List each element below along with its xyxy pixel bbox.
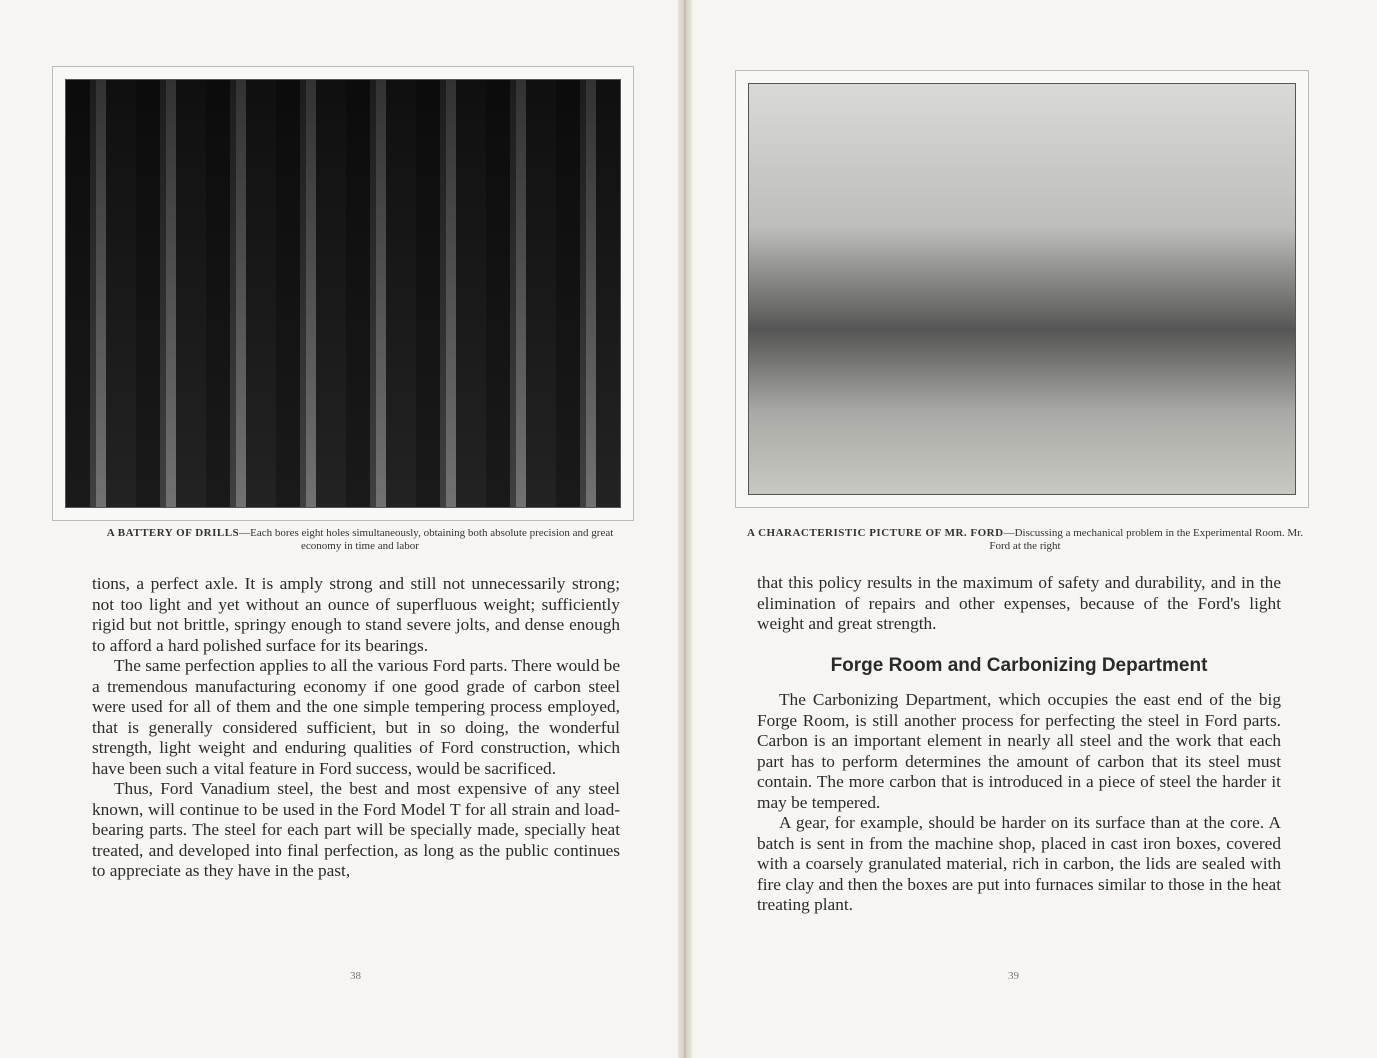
paragraph: Thus, Ford Vanadium steel, the best and most expensive of any steel known, will continue to be used in the Ford Model T for all strain and load-bearing parts. The steel for each part will be specially made, specially heat treated, and developed into final perfection, as long as the public continues to appreciate as they have in the past, xyxy=(92,779,620,880)
caption-text: —Discussing a mechanical problem in the Experimental Room. Mr. Ford at the right xyxy=(989,527,1303,552)
photo-battery-of-drills xyxy=(65,79,621,508)
book-spine xyxy=(678,0,692,1058)
caption-title: A BATTERY OF DRILLS xyxy=(106,527,240,539)
paragraph: tions, a perfect axle. It is amply strong and still not unnecessarily strong; not too light and yet without an ounce of superfluous weight; sufficiently rigid but not brittle, springy enough to stand severe jolts, and dense enough to afford a hard polished surface for its bearings. xyxy=(92,574,620,655)
page-number: 39 xyxy=(1008,970,1019,982)
photo-frame-ford xyxy=(735,70,1309,508)
caption-text: —Each bores eight holes simultaneously, obtaining both absolute precision and great economy in time and labor xyxy=(239,527,614,552)
left-body-text xyxy=(92,574,620,882)
paragraph: that this policy results in the maximum of safety and durability, and in the elimination of repairs and other expenses, because of the Ford's light weight and great strength. xyxy=(757,573,1281,633)
right-intro-text xyxy=(757,573,1281,635)
paragraph: The Carbonizing Department, which occupies the east end of the big Forge Room, is still another process for perfecting the steel in Ford parts. Carbon is an important element in nearly all steel and the work that each part has to perform determines the amount of carbon that its steel must contain. The more carbon that is introduced in a piece of steel the harder it may be tempered. xyxy=(757,690,1281,812)
paragraph: A gear, for example, should be harder on its surface than at the core. A batch is sent in from the machine shop, placed in cast iron boxes, covered with a coarsely granulated material, rich in carbon, the lids are sealed with fire clay and then the boxes are put into furnaces similar to those in the heat treating plant. xyxy=(757,813,1281,914)
caption-drills xyxy=(90,527,630,553)
photo-mr-ford-experimental-room xyxy=(748,83,1296,495)
caption-title: A CHARACTERISTIC PICTURE OF MR. FORD xyxy=(747,527,1004,539)
right-body-text xyxy=(757,690,1281,916)
page-number: 38 xyxy=(350,970,361,982)
photo-frame-drills xyxy=(52,66,634,521)
caption-ford xyxy=(745,527,1305,553)
paragraph: The same perfection applies to all the various Ford parts. There would be a tremendous manufacturing economy if one good grade of carbon steel were used for all of them and the one simple tempering process employed, that is generally considered sufficient, but in so doing, the wonderful strength, light weight and enduring qualities of Ford construction, which have been such a vital feature in Ford success, would be sacrificed. xyxy=(92,656,620,778)
section-heading: Forge Room and Carbonizing Department xyxy=(830,655,1208,676)
